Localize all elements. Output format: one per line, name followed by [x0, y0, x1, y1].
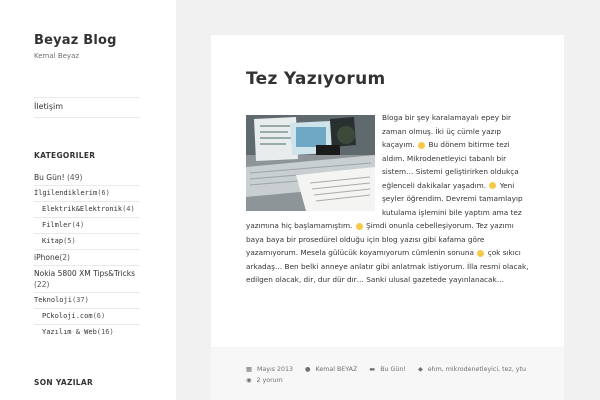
post-body-4: Şimdi onunla cebelleşiyorum. Tez yazımı baya baya bir prosedürel olduğu için blog yazısı gibi kafama göre yazamıyorum. Mesela gülücük koyamıyorum cümlenin sonuna — [246, 221, 514, 257]
category-item-bugun[interactable]: Bu Gün! (49) — [34, 170, 140, 186]
post-title[interactable]: Tez Yazıyorum — [246, 69, 386, 89]
post-content — [246, 111, 530, 287]
comment-icon: ◉ — [246, 377, 252, 384]
main-navigation — [34, 97, 140, 118]
category-item-pckoloji[interactable]: PCkoloji.com(6) — [34, 309, 140, 325]
post-body-2: Bu dönem bitirme tezi aldım. Mikrodenetleyici tabanlı bir sistem… Sistemi geliştirirken oldukça eğlenceli dakikalar yaşadım. — [382, 140, 519, 190]
category-item-elektrik[interactable]: Elektrik&Elektronik(4) — [34, 202, 140, 218]
category-item-kitap[interactable]: Kitap(5) — [34, 234, 140, 250]
post-date[interactable]: ▦ Mayıs 2013 — [246, 366, 294, 373]
post-tags[interactable]: ◆ ehm, mikrodenetleyici, tez, ytu — [417, 366, 526, 373]
post-body-1: Bloga bir şey karalamayalı epey bir zaman olmuş. İki üç cümle yazıp kaçayım. — [382, 113, 512, 149]
tag-icon: ◆ — [417, 366, 423, 373]
category-item-teknoloji[interactable]: Teknoloji(37) — [34, 293, 140, 309]
category-item-yazilim-web[interactable]: Yazılım & Web(16) — [42, 328, 114, 336]
smile-icon — [489, 182, 496, 189]
post-category[interactable]: ▬ Bu Gün! — [369, 366, 406, 373]
site-description: Kemal Beyaz — [34, 52, 80, 60]
post-body-3: Yeni şeyler öğrendim. Devremi tamamlayıp kutulama işlemini bile yaptım ama tez yazımına hiç başlamamıştım. — [246, 180, 523, 230]
post-article — [211, 35, 564, 400]
sidebar — [0, 0, 176, 400]
categories-list — [34, 170, 140, 340]
smile-icon — [477, 250, 484, 257]
recent-posts-widget-title: SON YAZILAR — [34, 378, 94, 387]
thumbnail-spacer — [246, 111, 382, 217]
user-icon: ● — [305, 366, 311, 373]
folder-icon: ▬ — [369, 366, 376, 373]
site-title[interactable]: Beyaz Blog — [34, 33, 117, 48]
category-item-nokia[interactable]: Nokia 5800 XM Tips&Tricks (22) — [34, 266, 140, 293]
smile-icon — [418, 142, 425, 149]
nav-item-iletisim[interactable]: İletişim — [34, 102, 64, 111]
post-body-5: çok sıkıcı arkadaş… Ben belki anneye anlatır gibi anlatmak istiyorum. İlla resmi olacak, edilgen olacak, dir, dur dür dır… Sanki ulusal gazetede yayınlanacak… — [246, 248, 529, 284]
category-item-filmler[interactable]: Filmler(4) — [34, 218, 140, 234]
post-author[interactable]: ● Kemal BEYAZ — [305, 366, 358, 373]
calendar-icon: ▦ — [246, 366, 252, 373]
category-item-iphone[interactable]: iPhone(2) — [34, 250, 140, 266]
categories-widget-title: KATEGORILER — [34, 151, 96, 160]
category-item-ilgilendiklerim[interactable]: İlgilendiklerim(6) — [34, 186, 140, 202]
post-comments[interactable]: ◉ 2 yorum — [246, 377, 283, 384]
post-meta — [211, 347, 564, 400]
smile-icon — [356, 223, 363, 230]
